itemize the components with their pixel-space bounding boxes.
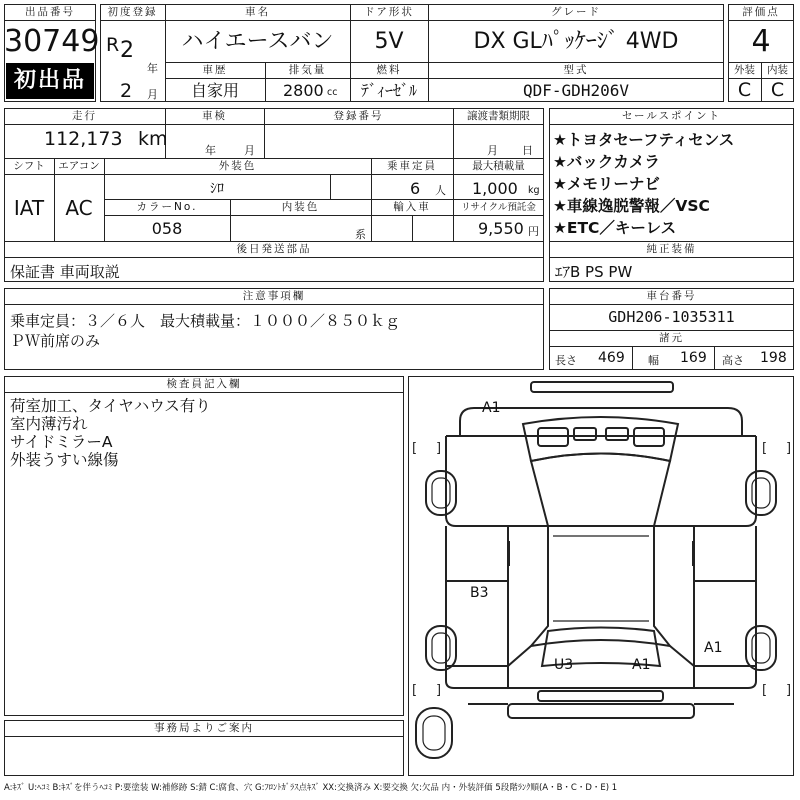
sales-point: ★メモリーナビ [553, 175, 660, 193]
damage-mark-left-side: B3 [470, 585, 489, 601]
inspector-line: 室内薄汚れ [10, 415, 88, 433]
chassis-label: 車台番号 [646, 290, 697, 302]
later-parts: 保証書 車両取説 [10, 263, 120, 281]
fuel-type: ﾃﾞｨｰｾﾞﾙ [360, 81, 417, 100]
inspection-year: 年 [205, 144, 216, 157]
grade: DX GLﾊﾟｯｹｰｼﾞ 4WD [473, 29, 679, 54]
sales-point: ★車線逸脱警報／VSC [553, 197, 710, 215]
side-left [446, 526, 508, 581]
chassis-number: GDH206-1035311 [608, 308, 735, 326]
recycle-fee: 9,550 [478, 219, 524, 238]
aircon-label: エアコン [58, 160, 100, 172]
front-bumper [531, 382, 673, 392]
capacity-unit: 人 [435, 184, 446, 197]
sales-point: ★バックカメラ [553, 153, 660, 171]
exterior-grade-label: 外装 [734, 64, 755, 76]
first-listing-text: 初出品 [13, 68, 86, 93]
svg-text:]: ] [436, 683, 442, 698]
year-unit: 年 [147, 62, 158, 75]
legend: A:ｷｽﾞ U:ﾍｺﾐ B:ｷｽﾞを伴うﾍｺﾐ P:要塗装 W:補修跡 S:錆 C:腐食、穴 G:ﾌﾛﾝﾄｶﾞﾗｽ点ｷｽﾞ XX:交換済み X:要交換 欠:欠品 内・外装評価 5段階ﾗﾝｸ順(A・B・C・D・E) 1 [4, 783, 618, 793]
aircon-type: AC [65, 196, 93, 220]
office-label: 事務局よりご案内 [154, 722, 254, 734]
score-label: 評価点 [742, 6, 780, 18]
recycle-fee-label: リサイクル預託金 [461, 202, 536, 213]
color-number: 058 [151, 219, 183, 238]
inspector-line: 荷室加工、タイヤハウス有り [10, 397, 211, 415]
body-outline-front [460, 408, 742, 436]
cabin-outline [446, 436, 756, 526]
car-damage-diagram [408, 376, 794, 776]
capacity: 6 [410, 179, 421, 198]
inspector-line: サイドミラーA [10, 433, 113, 451]
max-load: 1,000 [472, 179, 518, 198]
interior-grade: C [770, 79, 785, 101]
rear-body [446, 666, 756, 688]
length: 469 [598, 350, 625, 366]
damage-mark-right-side: A1 [704, 640, 723, 656]
width-label: 幅 [648, 354, 659, 367]
sales-point: ★トヨタセーフティセンス [553, 131, 735, 149]
inspector-label: 検査員記入欄 [166, 378, 242, 390]
later-parts-label: 後日発送部品 [236, 243, 312, 255]
history-label: 車歴 [202, 64, 228, 76]
door-type: 5V [374, 29, 404, 54]
svg-text:[: [ [762, 441, 768, 456]
import-label: 輸入車 [393, 201, 431, 213]
mileage: 112,173 [44, 128, 123, 150]
length-label: 長さ [555, 354, 577, 367]
max-load-unit: kg [528, 185, 540, 196]
roof [531, 454, 670, 647]
svg-text:[: [ [762, 683, 768, 698]
first-registration-label: 初度登録 [107, 6, 158, 18]
registration-year: 2 [120, 38, 134, 63]
mileage-label: 走行 [72, 110, 97, 122]
registration-month: 2 [120, 80, 133, 102]
shift-type: IAT [13, 196, 45, 220]
recycle-fee-unit: 円 [528, 225, 539, 238]
max-load-label: 最大積載量 [472, 160, 525, 172]
svg-text:[: [ [412, 683, 418, 698]
car-name-label: 車名 [245, 6, 270, 18]
sales-point: ★ETC／キーレス [553, 219, 677, 237]
inspection-label: 車検 [202, 110, 227, 122]
model-code: QDF-GDH206V [523, 81, 629, 100]
interior-color-suffix: 系 [355, 228, 366, 241]
width: 169 [680, 350, 707, 366]
vehicle-history: 自家用 [190, 81, 239, 100]
sales-points-label: セールスポイント [621, 110, 722, 122]
height: 198 [760, 350, 787, 366]
svg-text:]: ] [786, 441, 792, 456]
notes-label: 注意事項欄 [242, 290, 306, 302]
model-label: 型式 [563, 64, 589, 76]
era: R [106, 34, 120, 56]
interior-color-label: 内装色 [281, 201, 320, 213]
damage-mark-front-left: A1 [482, 400, 501, 416]
door-label: ドア形状 [364, 6, 414, 18]
side-right [694, 526, 756, 581]
dimensions-label: 諸元 [659, 332, 684, 344]
inspection-month: 月 [244, 144, 255, 157]
grade-label: グレード [551, 6, 601, 18]
inspector-line: 外装うすい線傷 [10, 451, 119, 469]
fuel-label: 燃料 [376, 64, 402, 76]
svg-text:]: ] [436, 441, 442, 456]
rear-bumper [538, 691, 663, 701]
car-name: ハイエースバン [181, 29, 334, 54]
svg-text:[: [ [412, 441, 418, 456]
displacement-label: 排気量 [288, 64, 327, 76]
damage-mark-rear-right: A1 [632, 657, 651, 673]
color-no-label: カラーNo. [136, 201, 198, 213]
displacement-unit: cc [327, 87, 338, 98]
transfer-month: 月 [487, 144, 498, 157]
capacity-label: 乗車定員 [387, 160, 437, 172]
equipment-label: 純正装備 [646, 243, 697, 255]
shift-label: シフト [13, 160, 45, 172]
lot-number: 30749 [4, 24, 100, 59]
exterior-grade: C [737, 79, 752, 101]
plate-label: 登録番号 [333, 110, 384, 122]
height-label: 高さ [722, 354, 744, 367]
damage-mark-rear: U3 [554, 657, 574, 673]
equipment: ｴｱB PS PW [555, 263, 633, 281]
exterior-color: ｼﾛ [210, 181, 224, 197]
month-unit: 月 [147, 88, 158, 101]
lot-number-label: 出品番号 [25, 6, 75, 18]
mileage-unit: km [138, 128, 168, 150]
score: 4 [751, 24, 771, 59]
exterior-color-label: 外装色 [218, 160, 257, 172]
interior-grade-label: 内装 [767, 64, 788, 76]
notes-line: ＰＷ前席のみ [10, 332, 101, 350]
transfer-day: 日 [522, 144, 533, 157]
transfer-deadline-label: 譲渡書類期限 [467, 110, 530, 122]
notes-line: 乗車定員：３／６人 最大積載量：１０００／８５０ｋｇ [10, 312, 401, 330]
displacement: 2800 [283, 81, 324, 100]
svg-text:]: ] [786, 683, 792, 698]
